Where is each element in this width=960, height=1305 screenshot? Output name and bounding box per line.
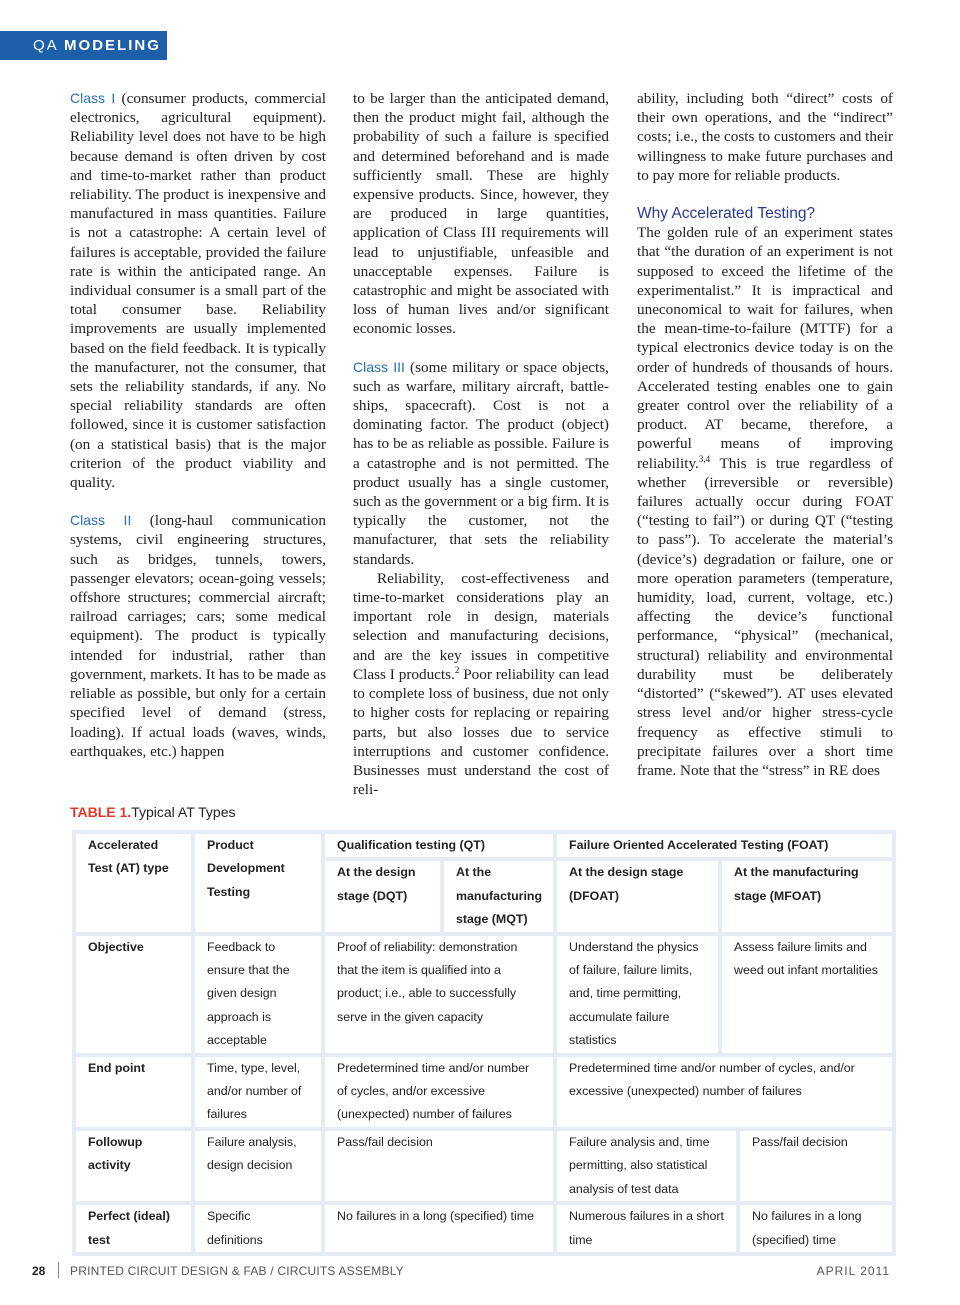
section-name: MODELING bbox=[64, 37, 161, 54]
class-ii-text: (long-haul communication systems, civil engineering structures, such as bridges, tunnels, towers, passenger elevators; ocean-going vessels; offshore structures; commercial aircraft; railroad carriages; cars; some medical equipment). The product is typically intended for industrial, rather than government, markets. It has to be made as reliable as possible, but only for a certain specified level of demand (stress, loading). If actual loads (waves, winds, earthquakes, etc.) happen bbox=[70, 512, 326, 760]
header-product-development: Product Development Testing bbox=[193, 832, 323, 934]
page-footer bbox=[0, 1262, 960, 1282]
article-column-1 bbox=[70, 89, 326, 761]
cell-objective-qt: Proof of reliability: demonstration that the item is qualified into a product; i.e., able to successfully serve in the given capacity bbox=[323, 934, 555, 1055]
cell-perfect-dfoat: Numerous failures in a short time bbox=[555, 1203, 738, 1254]
class-ii-label: Class II bbox=[70, 512, 132, 529]
cell-perfect-mfoat: No failures in a long (specified) time bbox=[738, 1203, 894, 1254]
cell-followup-qt: Pass/fail decision bbox=[323, 1129, 555, 1203]
reference-2: 2 bbox=[454, 664, 460, 675]
row-label-objective: Objective bbox=[74, 934, 193, 1055]
table-header-row-1 bbox=[74, 832, 894, 859]
table-caption-label: TABLE 1. bbox=[70, 804, 132, 820]
footer-divider bbox=[58, 1262, 59, 1278]
article-column-3 bbox=[637, 89, 893, 780]
reliability-paragraph: Reliability, cost-effectiveness and time-to-market considerations play an important role in design, materials selection and manufacturing decisions, and are the key issues in competitive Class I products.$^2$ Poor reliability can lead to complete loss of business, due not only to higher costs for replacing or repairing parts, but also losses due to service interruptions and customer confidence. Businesses must understand the cost of reli- bbox=[353, 569, 609, 799]
publication-name: PRINTED CIRCUIT DESIGN & FAB / CIRCUITS ASSEMBLY bbox=[70, 1264, 404, 1278]
table-caption bbox=[70, 804, 235, 820]
cell-end-point-pd: Time, type, level, and/or number of failures bbox=[193, 1055, 323, 1129]
cell-perfect-qt: No failures in a long (specified) time bbox=[323, 1203, 555, 1254]
article-column-2 bbox=[353, 89, 609, 799]
cell-perfect-pd: Specific definitions bbox=[193, 1203, 323, 1254]
header-qt: Qualification testing (QT) bbox=[323, 832, 555, 859]
section-prefix: QA bbox=[33, 37, 58, 54]
cell-objective-mfoat: Assess failure limits and weed out infant mortalities bbox=[720, 934, 894, 1055]
header-dqt: At the design stage (DQT) bbox=[323, 859, 442, 933]
row-label-followup: Followup activity bbox=[74, 1129, 193, 1203]
cell-followup-pd: Failure analysis, design decision bbox=[193, 1129, 323, 1203]
class-i-paragraph bbox=[70, 89, 326, 492]
accelerated-testing-paragraph: The golden rule of an experiment states that “the duration of an experiment is not supposed to exceed the lifetime of the experimentalist.” It is impractical and uneconomical to wait for failures, when the mean-time-to-failure (MTTF) for a typical electronics device today is on the order of hundreds of thousands of hours. Accelerated testing enables one to gain greater control over the reliability of a product. AT became, therefore, a powerful means of improving reliability.$^{3,4}$ This is true regardless of whether (irreversible or reversible) failures actually occur during FOAT (“testing to fail”) or during QT (“testing to pass”). To accelerate the material’s (device’s) degradation or failure, one or more operation parameters (temperature, humidity, load, current, voltage, etc.) affecting the device’s functional performance, “physical” (mechanical, structural) reliability and environmental durability must be deliberately “distorted” (“skewed”). AT uses elevated stress level and/or higher stress-cycle frequency as effective stimuli to precipitate failures over a short time frame. Note that the “stress” in RE does bbox=[637, 224, 893, 779]
issue-date: APRIL 2011 bbox=[816, 1264, 890, 1278]
section-tab bbox=[0, 31, 167, 60]
cell-end-point-foat: Predetermined time and/or number of cycles, and/or excessive (unexpected) number of failures bbox=[555, 1055, 894, 1129]
class-i-text: (consumer products, commercial electronics, agricultural equipment). Reliability level does not have to be high because demand is often driven by cost and time-to-market rather than product reliability. The product is inexpensive and manufactured in mass quantities. Failure is not a catastrophe: A certain level of failures is acceptable, provided the failure rate is within the anticipated range. An individual consumer is a small part of the total consumer base. Reliability improvements are usually implemented based on the field feedback. It is typically the manufacturer, not the consumer, that sets the reliability standards, if any. No special reliability standards are often followed, since it is customer satisfaction (on a statistical basis) that is the major criterion of the product viability and quality. bbox=[70, 90, 326, 492]
table-row-end-point bbox=[74, 1055, 894, 1129]
at-types-table bbox=[72, 830, 896, 1256]
page-number: 28 bbox=[32, 1264, 46, 1278]
row-label-perfect-test: Perfect (ideal) test bbox=[74, 1203, 193, 1254]
reliability-continued: ability, including both “direct” costs of their own operations, and the “indirect” costs; i.e., the costs to customers and their willingness to make future purchases and to pay more for reliable products. bbox=[637, 90, 893, 184]
cell-objective-dfoat: Understand the physics of failure, failure limits, and, time permitting, accumulate failure statistics bbox=[555, 934, 720, 1055]
header-mqt: At the manufacturing stage (MQT) bbox=[442, 859, 555, 933]
class-iii-text: (some military or space objects, such as warfare, military aircraft, battle-ships, spacecraft). Cost is not a dominating factor. The product (object) has to be as reliable as possible. Failure is a catastrophe and is not permitted. The product usually has a single customer, such as the government or a big firm. It is typically the customer, not the manufacturer, that sets the reliability standards. bbox=[353, 358, 609, 568]
class-iii-label: Class III bbox=[353, 358, 405, 375]
row-label-end-point: End point bbox=[74, 1055, 193, 1129]
header-foat: Failure Oriented Accelerated Testing (FOAT) bbox=[555, 832, 894, 859]
table-row-objective bbox=[74, 934, 894, 1055]
table-row-perfect-test bbox=[74, 1203, 894, 1254]
section-heading: Why Accelerated Testing? bbox=[637, 205, 816, 223]
reference-3-4: 3,4 bbox=[698, 453, 711, 464]
table-row-followup bbox=[74, 1129, 894, 1203]
cell-followup-dfoat: Failure analysis and, time permitting, also statistical analysis of test data bbox=[555, 1129, 738, 1203]
class-ii-paragraph bbox=[70, 511, 326, 761]
header-at-type: Accelerated Test (AT) type bbox=[74, 832, 193, 934]
cell-end-point-qt: Predetermined time and/or number of cycles, and/or excessive (unexpected) number of failures bbox=[323, 1055, 555, 1129]
header-mfoat: At the manufacturing stage (MFOAT) bbox=[720, 859, 894, 933]
cell-objective-pd: Feedback to ensure that the given design approach is acceptable bbox=[193, 934, 323, 1055]
class-ii-continued: to be larger than the anticipated demand, then the product might fail, although the probability of such a failure is specified and determined beforehand and is made sufficiently small. These are highly expensive products. Since, however, they are produced in large quantities, application of Class III requirements will lead to unjustifiable, unfeasible and unacceptable expenses. Failure is catastrophic and might be associated with loss of human lives and/or significant economic losses. bbox=[353, 90, 609, 338]
header-dfoat: At the design stage (DFOAT) bbox=[555, 859, 720, 933]
cell-followup-mfoat: Pass/fail decision bbox=[738, 1129, 894, 1203]
class-iii-paragraph bbox=[353, 358, 609, 569]
table-caption-title: Typical AT Types bbox=[131, 804, 236, 820]
class-i-label: Class I bbox=[70, 90, 116, 106]
